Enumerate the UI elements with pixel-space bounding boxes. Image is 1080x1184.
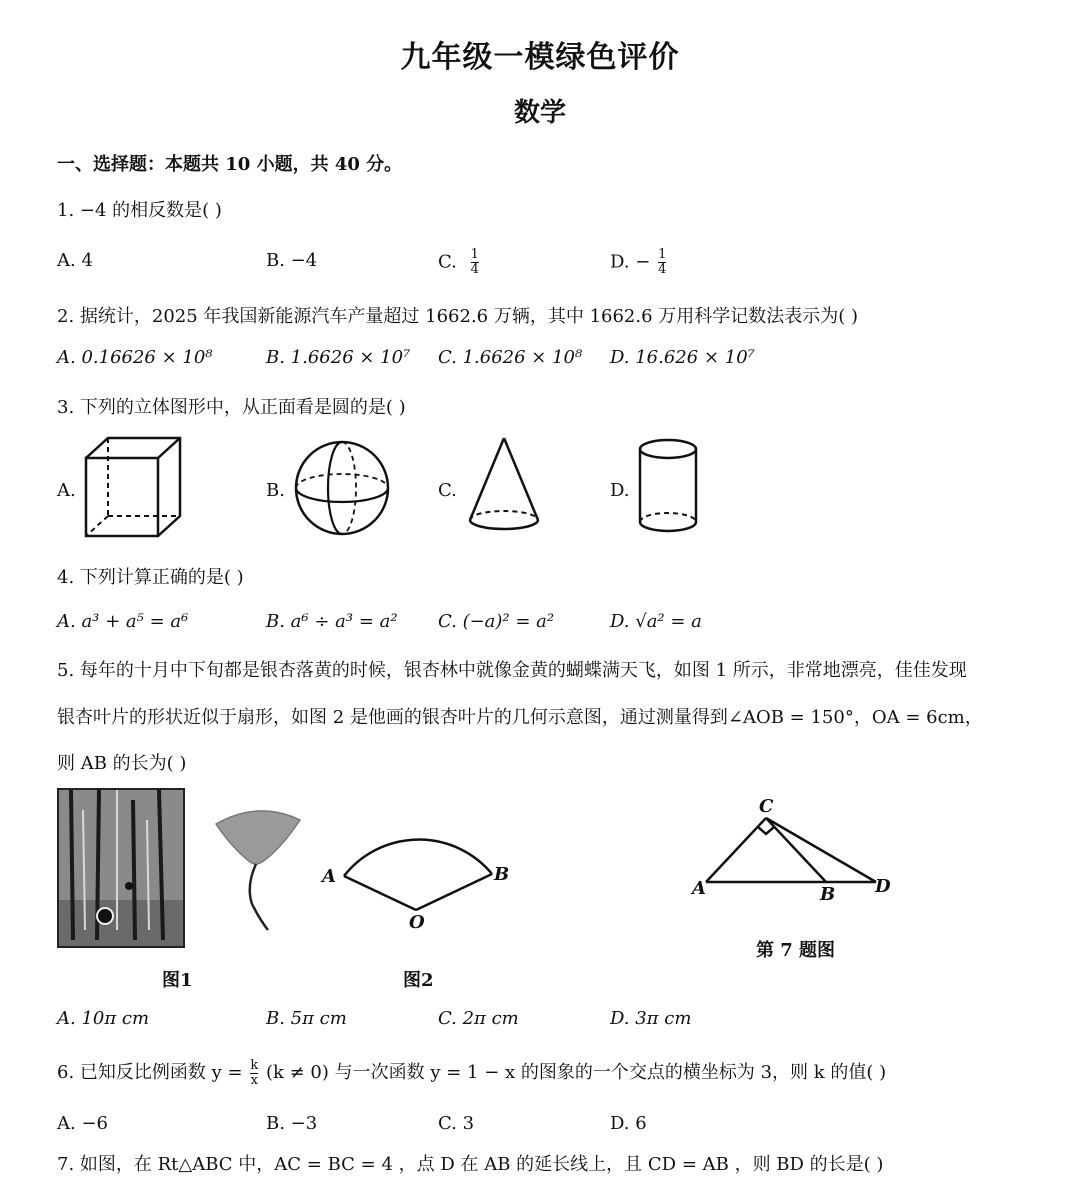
figure-1-caption: 图1 <box>162 970 193 991</box>
q6-option-b: B. −3 <box>266 1113 318 1134</box>
ginkgo-leaf-figure <box>210 806 306 936</box>
q3-option-a-label: A. <box>57 480 76 501</box>
q1-option-a: A. 4 <box>57 250 93 271</box>
q4-option-d: D. √a² = a <box>610 611 702 632</box>
q4-option-b: B. a⁶ ÷ a³ = a² <box>266 611 398 632</box>
page-subject: 数学 <box>513 98 566 128</box>
q1-option-d-fraction <box>658 248 666 277</box>
q1-c-numerator: 1 <box>470 247 479 262</box>
question-5-line3: 则 AB 的长为( ) <box>57 753 187 774</box>
q1-c-denominator: 4 <box>470 262 479 277</box>
q2-option-a: A. 0.16626 × 10⁸ <box>57 347 213 368</box>
question-3-stem: 3. 下列的立体图形中，从正面看是圆的是( ) <box>57 397 406 418</box>
ginkgo-forest-photo <box>57 788 185 948</box>
q5-option-d: D. 3π cm <box>610 1008 692 1029</box>
q1-d-denominator: 4 <box>658 262 667 277</box>
q1-option-d <box>610 248 666 277</box>
question-1-stem: 1. −4 的相反数是( ) <box>57 200 222 221</box>
q6-stem-start: 6. 已知反比例函数 y = <box>57 1062 243 1083</box>
q1-option-c-prefix: C. <box>438 251 457 273</box>
section-heading: 一、选择题：本题共 10 小题，共 40 分。 <box>57 154 403 175</box>
q1-option-b: B. −4 <box>266 250 318 271</box>
q3-option-d-label: D. <box>610 480 630 501</box>
triangle-label-b: B <box>820 884 836 905</box>
q3-option-b-label: B. <box>266 480 285 501</box>
q4-option-c: C. (−a)² = a² <box>438 611 555 632</box>
q6-fraction <box>250 1059 258 1088</box>
sector-label-o: O <box>409 912 425 933</box>
q5-option-b: B. 5π cm <box>266 1008 347 1029</box>
q6-stem-end: (k ≠ 0) 与一次函数 y = 1 − x 的图象的一个交点的横坐标为 3，则 k 的值( ) <box>265 1062 887 1083</box>
page-title: 九年级一模绿色评价 <box>400 40 680 75</box>
question-5-line2: 银杏叶片的形状近似于扇形，如图 2 是他画的银杏叶片的几何示意图，通过测量得到∠AOB = 150°，OA = 6cm， <box>57 707 983 728</box>
q4-option-a: A. a³ + a⁵ = a⁶ <box>57 611 189 632</box>
q3-option-c-label: C. <box>438 480 457 501</box>
q1-option-d-prefix: D. − <box>610 251 651 273</box>
question-5-line1: 5. 每年的十月中下旬都是银杏落黄的时候，银杏林中就像金黄的蝴蝶满天飞，如图 1 所示，非常地漂亮，佳佳发现 <box>57 660 967 681</box>
question-2-stem: 2. 据统计，2025 年我国新能源汽车产量超过 1662.6 万辆，其中 1662.6 万用科学记数法表示为( ) <box>57 306 859 327</box>
question-4-stem: 4. 下列计算正确的是( ) <box>57 567 244 588</box>
q1-option-c <box>438 248 479 277</box>
figure-2-caption: 图2 <box>403 970 434 991</box>
triangle-abcd-figure <box>700 810 890 890</box>
question-7-stem: 7. 如图，在 Rt△ABC 中，AC = BC = 4 ，点 D 在 AB 的延长线上，且 CD = AB ，则 BD 的长是( ) <box>57 1154 884 1175</box>
q6-option-d: D. 6 <box>610 1113 647 1134</box>
triangle-label-a: A <box>692 878 706 899</box>
q2-option-d: D. 16.626 × 10⁷ <box>610 347 755 368</box>
triangle-label-d: D <box>875 876 891 897</box>
q6-frac-denominator: x <box>250 1072 258 1088</box>
sphere-figure <box>294 440 394 540</box>
q5-option-c: C. 2π cm <box>438 1008 519 1029</box>
sector-label-a: A <box>322 866 336 887</box>
question-6-stem <box>57 1058 886 1088</box>
q1-d-numerator: 1 <box>658 247 667 262</box>
q6-option-c: C. 3 <box>438 1113 475 1134</box>
q5-option-a: A. 10π cm <box>57 1008 150 1029</box>
q6-option-a: A. −6 <box>57 1113 108 1134</box>
q6-frac-numerator: k <box>250 1057 259 1073</box>
sector-label-b: B <box>494 864 510 885</box>
q2-option-c: C. 1.6626 × 10⁸ <box>438 347 583 368</box>
cone-figure <box>466 436 546 536</box>
cylinder-figure <box>638 436 702 536</box>
cube-figure <box>84 436 184 540</box>
q2-option-b: B. 1.6626 × 10⁷ <box>266 347 411 368</box>
triangle-label-c: C <box>759 796 774 817</box>
figure-7-caption: 第 7 题图 <box>756 940 836 961</box>
q1-option-c-fraction <box>471 248 479 277</box>
